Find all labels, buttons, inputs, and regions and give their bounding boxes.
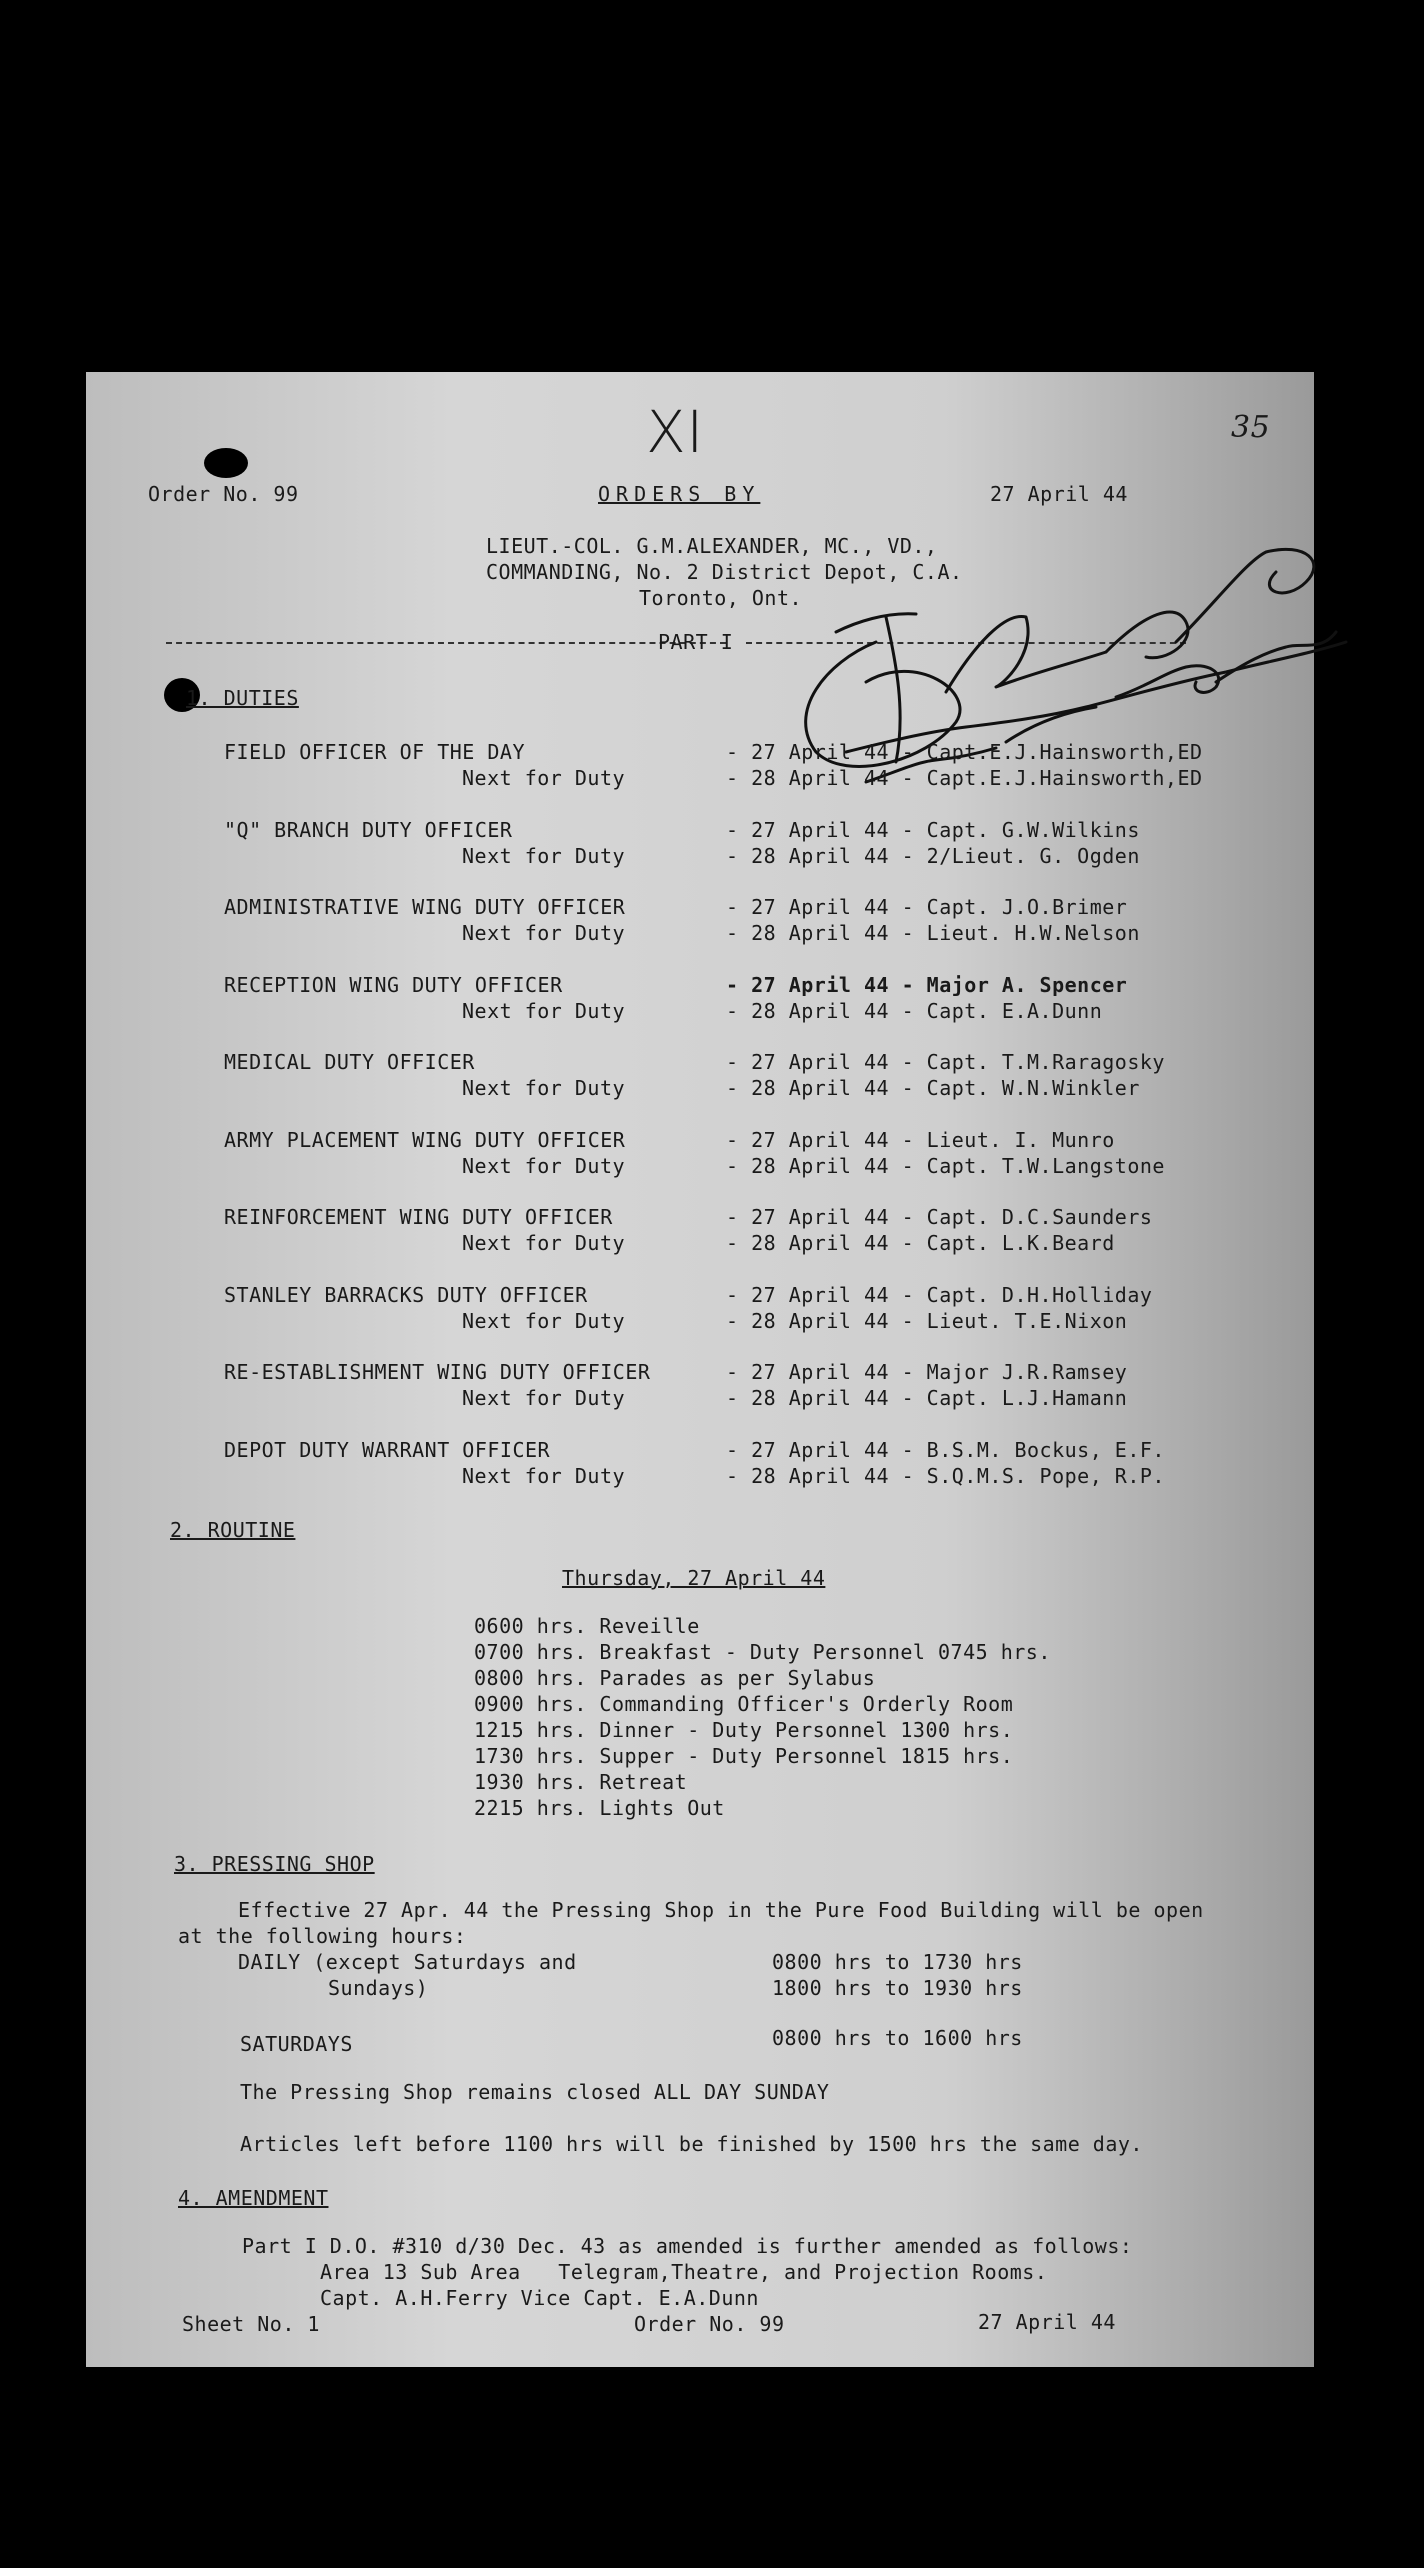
next-for-duty-label: Next for Duty — [462, 1308, 626, 1333]
section-heading-duties: 1. DUTIES — [186, 686, 299, 710]
next-for-duty-label: Next for Duty — [462, 1386, 626, 1410]
duty-assignment-28: - 28 April 44 - Capt. E.A.Dunn — [726, 998, 1103, 1023]
document-title: ORDERS BY — [598, 482, 761, 506]
saturday-hours: 0800 hrs to 1600 hrs — [772, 2026, 1023, 2050]
duty-assignment-27: - 27 April 44 - Capt. G.W.Wilkins — [726, 817, 1140, 842]
articles-note: Articles left before 1100 hrs will be finished by 1500 hrs the same day. — [240, 2132, 1143, 2156]
duty-assignment-28: - 28 April 44 - Capt. T.W.Langstone — [726, 1153, 1165, 1178]
duty-role: ARMY PLACEMENT WING DUTY OFFICER — [224, 1127, 626, 1152]
pressing-intro: Effective 27 Apr. 44 the Pressing Shop in the Pure Food Building will be open — [238, 1898, 1204, 1922]
duty-assignment-27: - 27 April 44 - Capt. T.M.Raragosky — [726, 1050, 1165, 1074]
document-page — [86, 372, 1314, 2367]
duty-assignment-28: - 28 April 44 - Capt. L.J.Hamann — [726, 1386, 1128, 1410]
footer-sheet-number: Sheet No. 1 — [182, 2312, 320, 2336]
location-line: Toronto, Ont. — [639, 586, 803, 610]
commander-name: LIEUT.-COL. G.M.ALEXANDER, MC., VD., — [486, 534, 938, 558]
daily-label-cont: Sundays) — [328, 1976, 429, 2000]
routine-item: 0600 hrs. Reveille — [474, 1614, 700, 1638]
sunday-closed-note: The Pressing Shop remains closed ALL DAY SUNDAY — [240, 2080, 830, 2104]
routine-item: 0700 hrs. Breakfast - Duty Personnel 0745 hrs. — [474, 1640, 1051, 1664]
next-for-duty-label: Next for Duty — [462, 1231, 626, 1255]
next-for-duty-label: Next for Duty — [462, 1153, 626, 1178]
duty-assignment-27: - 27 April 44 - B.S.M. Bockus, E.F. — [726, 1437, 1165, 1462]
duty-role: DEPOT DUTY WARRANT OFFICER — [224, 1437, 551, 1462]
duty-assignment-28: - 28 April 44 - Capt. W.N.Winkler — [726, 1076, 1140, 1100]
amendment-line-2: Area 13 Sub Area Telegram,Theatre, and Projection Rooms. — [320, 2260, 1048, 2284]
handwritten-marking: XI — [646, 398, 704, 466]
part-label: PART I — [658, 630, 734, 654]
footer-order-number: Order No. 99 — [634, 2312, 785, 2336]
footer-date: 27 April 44 — [978, 2310, 1116, 2334]
daily-label: DAILY (except Saturdays and — [238, 1950, 577, 1974]
pressing-intro-cont: at the following hours: — [178, 1924, 467, 1948]
duty-assignment-27: - 27 April 44 - Capt.E.J.Hainsworth,ED — [726, 740, 1203, 764]
part-rule-left — [166, 642, 726, 644]
duty-role: MEDICAL DUTY OFFICER — [224, 1050, 475, 1074]
duty-role: ADMINISTRATIVE WING DUTY OFFICER — [224, 895, 626, 919]
ink-blot — [204, 448, 248, 478]
duty-role: "Q" BRANCH DUTY OFFICER — [224, 817, 513, 842]
commanding-line: COMMANDING, No. 2 District Depot, C.A. — [486, 560, 963, 584]
amendment-line-3: Capt. A.H.Ferry Vice Capt. E.A.Dunn — [320, 2286, 759, 2310]
next-for-duty-label: Next for Duty — [462, 766, 626, 790]
duty-assignment-27: - 27 April 44 - Lieut. I. Munro — [726, 1127, 1115, 1152]
duty-assignment-27: - 27 April 44 - Capt. D.C.Saunders — [726, 1205, 1153, 1229]
routine-item: 2215 hrs. Lights Out — [474, 1796, 725, 1820]
page-number: 35 — [1231, 410, 1271, 445]
daily-hours-1: 0800 hrs to 1730 hrs — [772, 1950, 1023, 1974]
duty-role: RECEPTION WING DUTY OFFICER — [224, 972, 563, 997]
duty-assignment-28: - 28 April 44 - S.Q.M.S. Pope, R.P. — [726, 1463, 1165, 1488]
duty-assignment-28: - 28 April 44 - Capt.E.J.Hainsworth,ED — [726, 766, 1203, 790]
duty-assignment-28: - 28 April 44 - Lieut. H.W.Nelson — [726, 921, 1140, 945]
duty-assignment-28: - 28 April 44 - Lieut. T.E.Nixon — [726, 1308, 1128, 1333]
section-heading-amendment: 4. AMENDMENT — [178, 2186, 329, 2210]
routine-item: 0900 hrs. Commanding Officer's Orderly Room — [474, 1692, 1014, 1716]
next-for-duty-label: Next for Duty — [462, 998, 626, 1023]
duty-assignment-27: - 27 April 44 - Major J.R.Ramsey — [726, 1360, 1128, 1384]
routine-item: 1730 hrs. Supper - Duty Personnel 1815 hrs. — [474, 1744, 1014, 1768]
duty-role: FIELD OFFICER OF THE DAY — [224, 740, 525, 764]
saturdays-label: SATURDAYS — [240, 2032, 353, 2056]
duty-role: STANLEY BARRACKS DUTY OFFICER — [224, 1282, 588, 1307]
routine-item: 1930 hrs. Retreat — [474, 1770, 688, 1794]
duty-assignment-27: - 27 April 44 - Major A. Spencer — [726, 972, 1128, 997]
order-number: Order No. 99 — [148, 482, 299, 506]
routine-day: Thursday, 27 April 44 — [562, 1566, 826, 1590]
next-for-duty-label: Next for Duty — [462, 921, 626, 945]
order-date: 27 April 44 — [990, 482, 1128, 506]
next-for-duty-label: Next for Duty — [462, 1463, 626, 1488]
duty-role: RE-ESTABLISHMENT WING DUTY OFFICER — [224, 1360, 651, 1384]
next-for-duty-label: Next for Duty — [462, 843, 626, 868]
duty-assignment-28: - 28 April 44 - Capt. L.K.Beard — [726, 1231, 1115, 1255]
duty-role: REINFORCEMENT WING DUTY OFFICER — [224, 1205, 613, 1229]
amendment-line-1: Part I D.O. #310 d/30 Dec. 43 as amended is further amended as follows: — [242, 2234, 1133, 2258]
duty-assignment-27: - 27 April 44 - Capt. J.O.Brimer — [726, 895, 1128, 919]
routine-item: 0800 hrs. Parades as per Sylabus — [474, 1666, 876, 1690]
section-heading-routine: 2. ROUTINE — [170, 1518, 296, 1542]
next-for-duty-label: Next for Duty — [462, 1076, 626, 1100]
routine-item: 1215 hrs. Dinner - Duty Personnel 1300 hrs. — [474, 1718, 1014, 1742]
duty-assignment-27: - 27 April 44 - Capt. D.H.Holliday — [726, 1282, 1153, 1307]
daily-hours-2: 1800 hrs to 1930 hrs — [772, 1976, 1023, 2000]
duty-assignment-28: - 28 April 44 - 2/Lieut. G. Ogden — [726, 843, 1140, 868]
section-heading-pressing-shop: 3. PRESSING SHOP — [174, 1852, 375, 1876]
